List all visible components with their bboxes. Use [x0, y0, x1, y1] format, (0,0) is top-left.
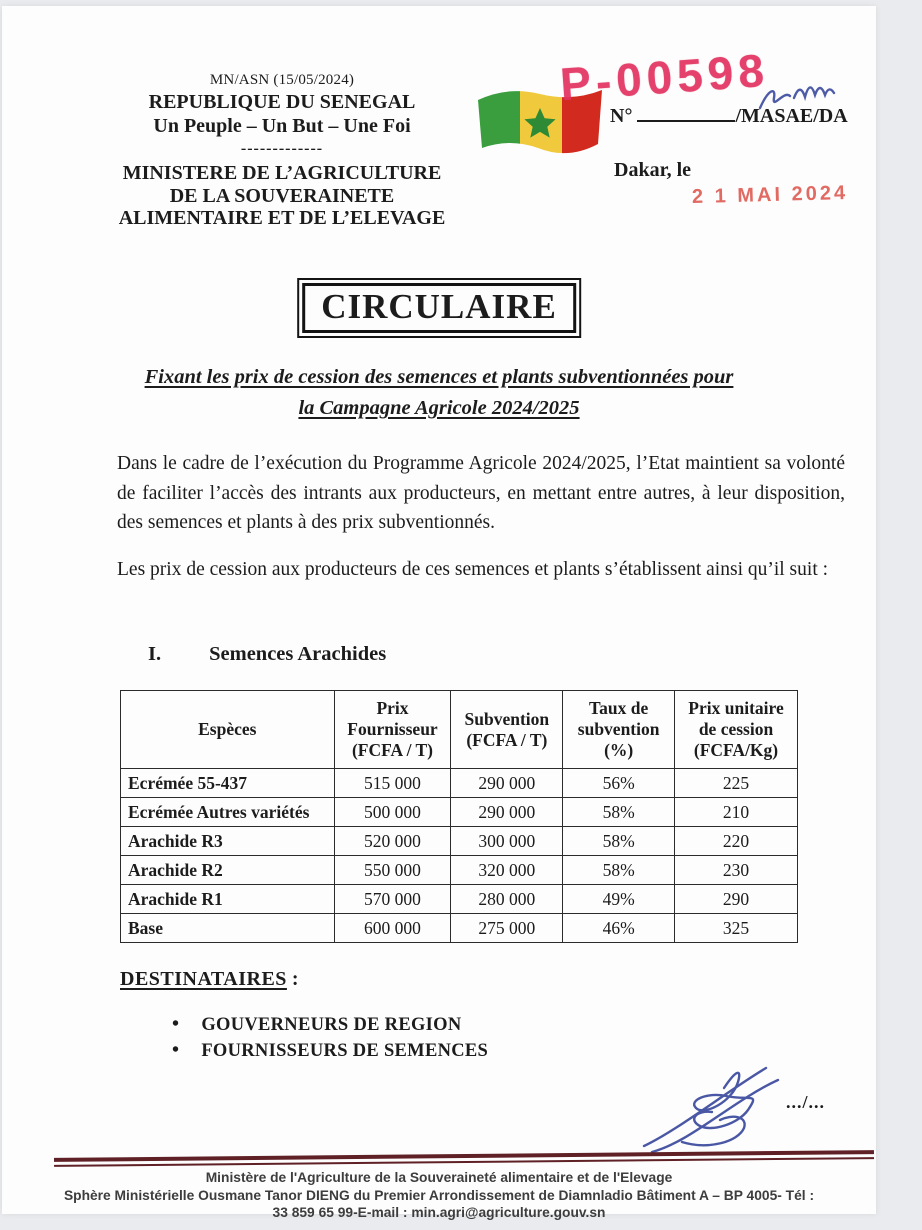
destinataires-heading: [120, 968, 299, 991]
cell-taux: 58%: [563, 856, 675, 885]
cell-subvention: 290 000: [451, 798, 563, 827]
cell-espece: Ecrémée Autres variétés: [121, 798, 335, 827]
cell-espece: Arachide R3: [121, 827, 335, 856]
separator-dashes: -------------: [240, 140, 324, 157]
republic-title: REPUBLIQUE DU SENEGAL: [148, 91, 416, 113]
cell-prix-unitaire: 225: [675, 769, 798, 798]
col-header-subvention: Subvention (FCFA / T): [451, 691, 563, 769]
table-row: [121, 769, 798, 798]
body-paragraph-2: Les prix de cession aux producteurs de ces semences et plants s’établissent ainsi qu’il suit :: [117, 559, 829, 580]
number-blank-line: [637, 102, 735, 122]
cell-espece: Base: [121, 914, 335, 943]
cell-subvention: 290 000: [451, 769, 563, 798]
cell-taux: 49%: [563, 885, 675, 914]
circulaire-title: CIRCULAIRE: [302, 283, 576, 333]
cell-espece: Ecrémée 55-437: [121, 769, 335, 798]
date-stamp: 2 1 MAI 2024: [691, 181, 849, 209]
signature-icon: [638, 1058, 808, 1158]
reference-number-line: [610, 102, 848, 128]
section-title: Semences Arachides: [209, 643, 387, 665]
list-item: • FOURNISSEURS DE SEMENCES: [172, 1038, 488, 1064]
cell-prix-fournisseur: 600 000: [334, 914, 451, 943]
cell-subvention: 300 000: [451, 827, 563, 856]
destinataires-list: [172, 1012, 488, 1064]
continuation-dots: .../...: [786, 1092, 826, 1112]
national-motto: Un Peuple – Un But – Une Foi: [153, 115, 411, 137]
doc-ref: MN/ASN (15/05/2024): [209, 72, 355, 88]
cell-prix-fournisseur: 520 000: [334, 827, 451, 856]
cell-subvention: 280 000: [451, 885, 563, 914]
destinataires-colon: :: [286, 968, 299, 990]
table-row: [121, 827, 798, 856]
footer-line2: Sphère Ministérielle Ousmane Tanor DIENG du Premier Arrondissement de Diamnladio Bâtiment A – BP 4005- Tél :: [63, 1187, 815, 1203]
number-suffix: /MASAE/DA: [735, 105, 848, 127]
cell-taux: 58%: [563, 798, 675, 827]
cell-prix-unitaire: 325: [675, 914, 798, 943]
document-page: [2, 6, 876, 1220]
destinataires-label: DESTINATAIRES: [120, 968, 287, 990]
circulaire-subject: [62, 362, 816, 424]
cell-taux: 58%: [563, 827, 675, 856]
ministry-name-line3: ALIMENTAIRE ET DE L’ELEVAGE: [118, 207, 446, 229]
cell-prix-fournisseur: 550 000: [334, 856, 451, 885]
footer-line3: 33 859 65 99-E-mail : min.agri@agriculture.gouv.sn: [272, 1205, 606, 1220]
seed-price-table: [120, 690, 798, 943]
col-header-prix-unitaire: Prix unitaire de cession (FCFA/Kg): [675, 691, 798, 769]
cell-prix-unitaire: 210: [675, 798, 798, 827]
cell-prix-fournisseur: 570 000: [334, 885, 451, 914]
section-heading: [148, 643, 386, 666]
table-row: [121, 914, 798, 943]
col-header-taux: Taux de subvention (%): [563, 691, 675, 769]
cell-taux: 56%: [563, 769, 675, 798]
cell-subvention: 320 000: [451, 856, 563, 885]
table-row: [121, 856, 798, 885]
footer-line1: Ministère de l'Agriculture de la Souveraineté alimentaire et de l'Elevage: [205, 1170, 673, 1185]
cell-prix-fournisseur: 515 000: [334, 769, 451, 798]
ministry-name-line2: DE LA SOUVERAINETE: [169, 184, 395, 207]
cell-prix-unitaire: 230: [675, 856, 798, 885]
cell-prix-unitaire: 220: [675, 827, 798, 856]
table-row: [121, 798, 798, 827]
col-header-especes: Espèces: [121, 691, 335, 769]
cell-prix-unitaire: 290: [675, 885, 798, 914]
number-prefix: N°: [610, 105, 633, 127]
list-item: • GOUVERNEURS DE REGION: [172, 1012, 488, 1038]
ministry-name-line1: MINISTERE DE L’AGRICULTURE: [122, 162, 442, 184]
circulaire-box: [297, 278, 581, 338]
section-numeral: I.: [148, 643, 162, 665]
place-date-label: Dakar, le: [614, 159, 692, 181]
table-row: [121, 885, 798, 914]
cell-subvention: 275 000: [451, 914, 563, 943]
letterhead: [90, 72, 474, 230]
cell-prix-fournisseur: 500 000: [334, 798, 451, 827]
cell-taux: 46%: [563, 914, 675, 943]
cell-espece: Arachide R1: [121, 885, 335, 914]
table-header-row: [121, 691, 798, 769]
subject-line2: la Campagne Agricole 2024/2025: [298, 397, 580, 419]
footer: [30, 1169, 848, 1222]
subject-line1: Fixant les prix de cession des semences et plants subventionnées pour: [144, 366, 734, 388]
col-header-prix-fournisseur: Prix Fournisseur (FCFA / T): [334, 691, 451, 769]
footer-rule: [54, 1150, 874, 1167]
cell-espece: Arachide R2: [121, 856, 335, 885]
body-paragraph-1: Dans le cadre de l’exécution du Programme Agricole 2024/2025, l’Etat maintient sa volonté de faciliter l’accès des intrants aux producteurs, en mettant entre autres, à leur disposition, des semences et plants à des prix subventionnés.: [117, 453, 845, 533]
registry-stamp-number: P-00598: [558, 43, 771, 111]
